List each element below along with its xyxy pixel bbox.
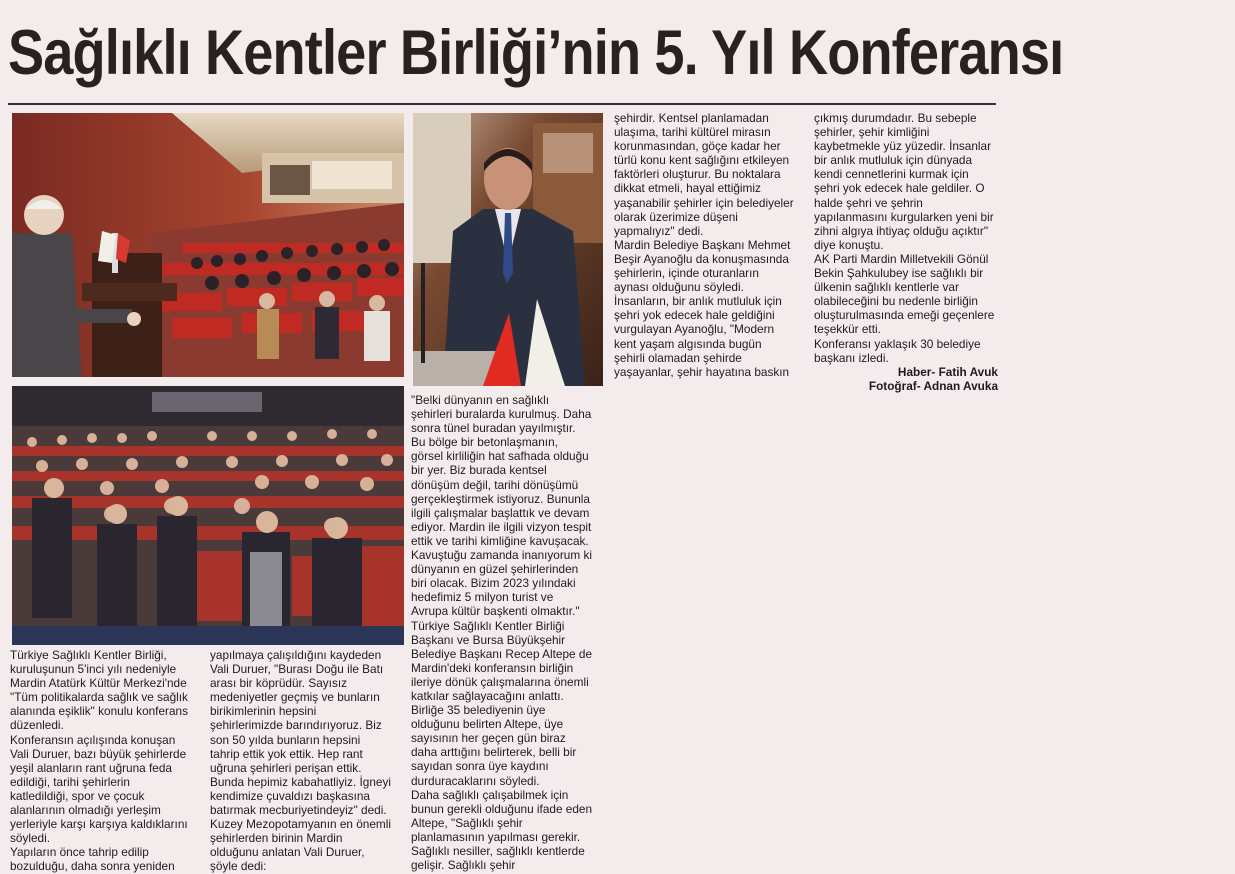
col5-line: diye konuştu. — [814, 237, 884, 252]
col3-line: Türkiye Sağlıklı Kentler Birliği — [411, 618, 565, 633]
col3-line: hedefimiz 5 milyon turist ve — [411, 590, 554, 605]
col4-line: Beşir Ayanoğlu da konuşmasında — [614, 251, 789, 266]
audience-image — [12, 386, 404, 645]
col3-line: katkılar sağlayacağını anlattı. — [411, 688, 564, 703]
col1-line: söyledi. — [10, 831, 50, 846]
col1-line: alanında eşiklik" konulu konferans — [10, 704, 188, 719]
col5-line: halde şehri ve şehrin — [814, 195, 923, 210]
col5-line: kendi cennetlerini kurmak için — [814, 167, 969, 182]
col1-line: "Tüm politikalarda sağlık ve sağlık — [10, 690, 188, 705]
col3-line: Altepe, "Sağlıklı şehir — [411, 815, 523, 830]
col5-line: yapılanmasını kurgularken yeni bir — [814, 209, 994, 224]
col1-line: edildiği, tarihi şehirlerin — [10, 774, 130, 789]
col3-line: görsel kirliliğin hat safhada olduğu — [411, 449, 589, 464]
article-column-2 — [210, 648, 406, 874]
col3-line: Mardin'deki konferansın birliğin — [411, 660, 574, 675]
col1-line: kuruluşunun 5'inci yılı nedeniyle — [10, 662, 177, 677]
col3-line: Bu bölge bir betonlaşmanın, — [411, 435, 558, 450]
col3-line: gerçekleştirmek istiyoruz. Bununla — [411, 491, 590, 506]
col1-line: Türkiye Sağlıklı Kentler Birliği, — [10, 648, 167, 662]
col4-line: şehirlerin, içinde oturanların — [614, 266, 759, 281]
col4-line: ulaşıma, tarihi kültürel mirasın — [614, 125, 771, 140]
col4-line: türlü konu kent sağlığını etkileyen — [614, 153, 790, 168]
col4-line: dikkat etmeli, hayal ettiğimiz — [614, 181, 761, 196]
col5-line: ülkenin sağlıklı kentlerle var — [814, 280, 959, 295]
col3-line: Sağlıklı nesiller, sağlıklı kentlerde — [411, 844, 585, 858]
col3-line: durduracaklarını söyledi. — [411, 773, 540, 788]
col4-line: şehirdir. Kentsel planlamadan — [614, 111, 769, 125]
credit-photo: Fotoğraf- Adnan Avuka — [868, 378, 998, 393]
col1-line: alanlarının olmadığı yerleşim — [10, 803, 161, 818]
col5-line: bir anlık mutluluk için dünyada — [814, 153, 973, 168]
col4-line: vurgulayan Ayanoğlu, "Modern — [614, 322, 775, 337]
col5-line: Bekin Şahkulubey ise sağlıklı bir — [814, 266, 984, 281]
speaker-image — [413, 113, 603, 386]
col3-line: dünyanın en güzel şehirlerinden — [411, 562, 579, 577]
col2-line: kendimize çuvaldızı başkasına — [210, 788, 370, 803]
col1-line: Konferansın açılışında konuşan — [10, 732, 176, 747]
col3-line: biri olacak. Bizim 2023 yılındaki — [411, 576, 576, 591]
col2-line: olduğunu anlatan Vali Duruer, — [210, 845, 365, 860]
col2-line: şehirlerimizde barındırıyoruz. Biz — [210, 718, 382, 733]
col5-line: oluşturulmasında emeği geçenlere — [814, 308, 995, 323]
col4-line: İnsanların, bir anlık mutluluk için — [614, 294, 782, 309]
col2-line: tahrip ettik yok ettik. Hep rant — [210, 746, 363, 761]
col2-line: yapılmaya çalışıldığını kaydeden — [210, 648, 382, 662]
col1-line: bozulduğu, daha sonra yeniden — [10, 859, 175, 874]
col3-line: Daha sağlıklı çalışabilmek için — [411, 787, 569, 802]
col4-line: korunmasından, göçe kadar her — [614, 139, 781, 154]
col3-line: sayısının her geçen gün biraz — [411, 731, 566, 746]
photo-speaker — [413, 113, 603, 386]
col3-line: olduğunu belirten Altepe, üye — [411, 717, 564, 732]
col3-line: sayıdan sonra üye kaydını — [411, 759, 549, 774]
col4-line: kent yaşam algısında bugün — [614, 336, 762, 351]
col2-line: arası bir köprüdür. Sayısız — [210, 676, 348, 691]
col4-line: şehirli olamadan şehirde — [614, 350, 742, 365]
col2-line: birikimlerinin hepsini — [210, 704, 317, 719]
col3-line: ediyor. Mardin ile ilgili vizyon tespit — [411, 519, 592, 534]
col5-line: şehri yok edecek hale geldiler. O — [814, 181, 985, 196]
col4-line: Mardin Belediye Başkanı Mehmet — [614, 237, 791, 252]
col2-line: batırmak mecburiyetindeyiz" dedi. — [210, 803, 387, 818]
article-column-5 — [814, 111, 998, 393]
col1-line: Yapıların önce tahrip edilip — [10, 845, 149, 860]
col5-line: kaybetmekle yüz yüzedir. İnsanlar — [814, 139, 992, 154]
col5-line: çıkmış durumdadır. Bu sebeple — [814, 111, 977, 125]
col3-line: Avrupa kültür başkenti olmaktır." — [411, 604, 580, 619]
col3-line: Birliğe 35 belediyenin üye — [411, 703, 546, 718]
credit-news: Haber- Fatih Avuk — [897, 364, 998, 379]
col3-line: ileriye dönük çalışmalarına önemli — [411, 674, 589, 689]
col4-line: yaşayanlar, şehir hayatına baskın — [614, 364, 790, 379]
col5-line: zihni algıya ihtiyaç olduğu açıktır" — [814, 223, 989, 238]
col4-line: olarak üzerimize düşeni — [614, 209, 738, 224]
article-column-3 — [411, 393, 607, 873]
col3-line: ettik ve tarihi kimliğine kavuşacak. — [411, 533, 589, 548]
col5-line: Konferansı yaklaşık 30 belediye — [814, 336, 981, 351]
col3-line: sonra tünel buradan yayılmıştır. — [411, 421, 576, 436]
col1-line: Vali Duruer, bazı büyük şehirlerde — [10, 746, 187, 761]
headline-rule — [8, 103, 996, 105]
col5-line: şehirler, şehir kimliğini — [814, 125, 930, 140]
col1-line: düzenledi. — [10, 718, 64, 733]
photo-conference-hall — [12, 113, 404, 377]
col3-line: planlamasının yapılması gerekir. — [411, 829, 581, 844]
col4-line: yapmalıyız" dedi. — [614, 223, 704, 238]
col3-line: bir yer. Biz burada kentsel — [411, 463, 547, 478]
col1-line: yerleriyle karşı karşıya kaldıklarını — [10, 817, 188, 832]
col4-line: faktörleri oluşturur. Bu noktalara — [614, 167, 781, 182]
photo-audience — [12, 386, 404, 645]
col2-line: uğruna şehirleri perişan ettik. — [210, 760, 362, 775]
conference-hall-image — [12, 113, 404, 377]
col3-line: Kavuştuğu zamanda inanıyorum ki — [411, 548, 592, 563]
col5-line: başkanı izledi. — [814, 350, 889, 365]
col3-line: "Belki dünyanın en sağlıklı — [411, 393, 549, 407]
col3-line: Belediye Başkanı Recep Altepe de — [411, 646, 593, 661]
col5-line: AK Parti Mardin Milletvekili Gönül — [814, 251, 989, 266]
col2-line: Kuzey Mezopotamyanın en önemli — [210, 817, 391, 832]
col1-line: katledildiği, spor ve çocuk — [10, 788, 145, 803]
headline — [8, 4, 1064, 102]
col2-line: şehirlerden birinin Mardin — [210, 831, 343, 846]
col3-line: dönüşüm değil, tarihi dönüşümü — [411, 477, 579, 492]
col2-line: Bunda hepimiz kabahatliyiz. İgneyi — [210, 774, 391, 789]
col1-line: yeşil alanların rant uğruna feda — [10, 760, 172, 775]
col2-line: Vali Duruer, "Burası Doğu ile Batı — [210, 662, 384, 677]
col3-line: şehirleri buralarda kurulmuş. Daha — [411, 407, 592, 422]
col3-line: daha arttığını belirterek, belli bir — [411, 745, 577, 760]
col3-line: bunun gerekli olduğunu ifade eden — [411, 801, 593, 816]
col3-line: Başkanı ve Bursa Büyükşehir — [411, 632, 566, 647]
col3-line: ilgili çalışmalar başlattık ve devam — [411, 505, 590, 520]
col1-line: Mardin Atatürk Kültür Merkezi'nde — [10, 676, 187, 691]
col2-line: şöyle dedi: — [210, 859, 267, 874]
headline-text: Sağlıklı Kentler Birliği’nin 5. Yıl Konferansı — [8, 18, 1064, 88]
col2-line: son 50 yılda bunların hepsini — [210, 732, 361, 747]
article-column-1 — [10, 648, 206, 874]
col5-line: olabileceğini bu nedenle birliğin — [814, 294, 978, 309]
article-column-4 — [614, 111, 810, 379]
col3-line: gelişir. Sağlıklı şehir — [411, 858, 516, 873]
col2-line: medeniyetler geçmiş ve bunların — [210, 690, 380, 705]
col4-line: yaşanabilir şehirler için belediyeler — [614, 195, 794, 210]
article-credits — [814, 365, 998, 393]
col4-line: şehri yok edecek hale geldiğini — [614, 308, 775, 323]
col5-line: teşekkür etti. — [814, 322, 881, 337]
col4-line: aynası olduğunu söyledi. — [614, 280, 744, 295]
